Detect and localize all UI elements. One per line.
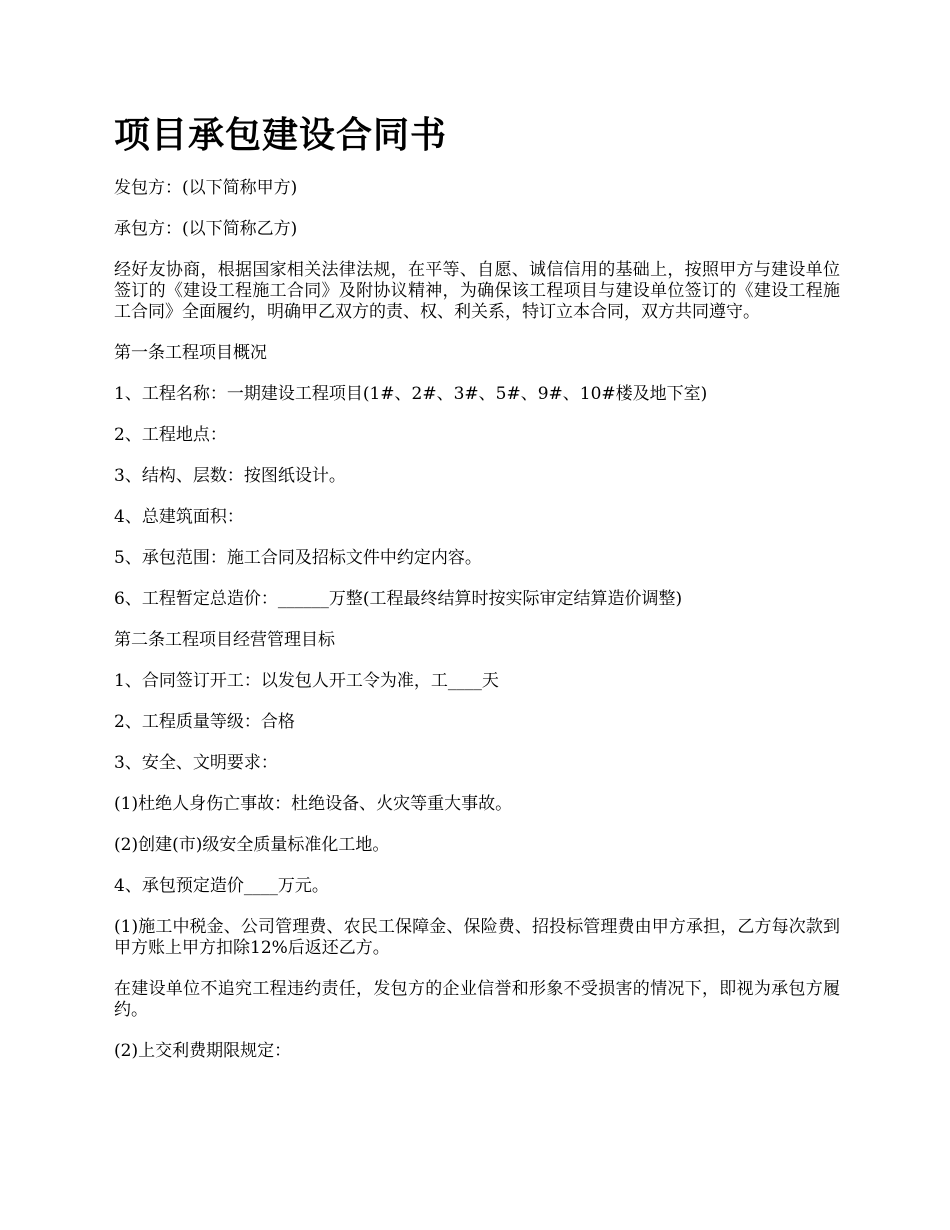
project-location-line: 2、工程地点： — [114, 425, 227, 445]
performance-paragraph: 在建设单位不追究工程违约责任，发包方的企业信誉和形象不受损害的情况下，即视为承包方履约。 — [114, 979, 840, 1020]
safety-item-1: (1)杜绝人身伤亡事故：杜绝设备、火灾等重大事故。 — [114, 794, 513, 814]
quality-grade-line: 2、工程质量等级：合格 — [114, 712, 295, 732]
contract-scope-line: 5、承包范围：施工合同及招标文件中约定内容。 — [114, 548, 482, 568]
start-date-line: 1、合同签订开工：以发包人开工令为准，工____天 — [114, 671, 499, 691]
provisional-cost-line: 6、工程暂定总造价：______万整(工程最终结算时按实际审定结算造价调整) — [114, 589, 683, 609]
safety-item-2: (2)创建(市)级安全质量标准化工地。 — [114, 835, 390, 855]
party-b-line: 承包方：(以下简称乙方) — [114, 219, 298, 239]
estimated-cost-line: 4、承包预定造价____万元。 — [114, 876, 329, 896]
article-1-heading: 第一条工程项目概况 — [114, 343, 267, 363]
safety-requirements-line: 3、安全、文明要求： — [114, 753, 278, 773]
party-a-line: 发包方：(以下简称甲方) — [114, 178, 298, 198]
document-title: 项目承包建设合同书 — [114, 115, 448, 156]
tax-fees-paragraph: (1)施工中税金、公司管理费、农民工保障金、保险费、招投标管理费由甲方承担，乙方每次款到甲方账上甲方扣除12%后返还乙方。 — [114, 917, 840, 958]
project-name-line: 1、工程名称：一期建设工程项目(1#、2#、3#、5#、9#、10#楼及地下室) — [114, 384, 708, 404]
article-2-heading: 第二条工程项目经营管理目标 — [114, 630, 335, 650]
structure-floors-line: 3、结构、层数：按图纸设计。 — [114, 466, 346, 486]
document-page — [114, 112, 840, 1082]
total-area-line: 4、总建筑面积： — [114, 507, 244, 527]
preamble-paragraph: 经好友协商，根据国家相关法律法规，在平等、自愿、诚信信用的基础上，按照甲方与建设单位签订的《建设工程施工合同》及附协议精神，为确保该工程项目与建设单位签订的《建设工程施工合同》全面履约，明确甲乙双方的责、权、利关系，特订立本合同，双方共同遵守。 — [114, 260, 840, 322]
fee-deadline-line: (2)上交利费期限规定： — [114, 1041, 292, 1061]
